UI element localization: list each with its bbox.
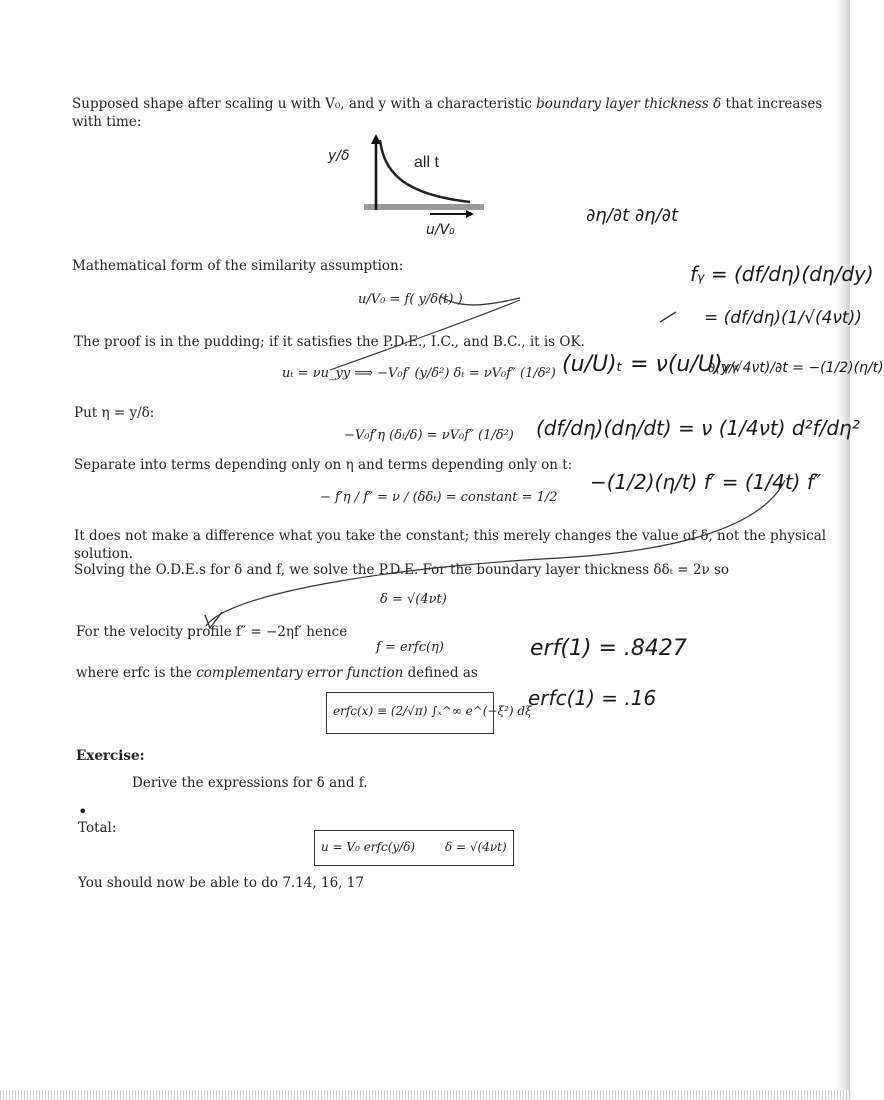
equation-erfc: erfc(x) ≡ (2/√π) ∫ₓ^∞ e^(−ξ²) dξ bbox=[333, 704, 532, 718]
pen-long-arrow bbox=[206, 480, 785, 626]
handwriting-erfc: erfc(1) = .16 bbox=[528, 686, 657, 710]
equation-separation: − f′η / f″ = ν / (δδₜ) = constant = 1/2 bbox=[320, 490, 558, 505]
equation-eta: −V₀f′η (δₜ/δ) = νV₀f″ (1/δ²) bbox=[344, 428, 514, 443]
handwriting-3: = (df/dη)(1/√(4νt)) bbox=[704, 308, 862, 328]
equation-delta: δ = √(4νt) bbox=[380, 592, 447, 607]
exercise-title: Exercise: bbox=[76, 748, 145, 764]
where-text: where erfc is the complementary error function defined as bbox=[76, 665, 478, 681]
solving-text: Solving the O.D.E.s for δ and f, we solve the P.D.E. For the boundary layer thickness δδₜ = 2ν so bbox=[74, 562, 730, 578]
separate-text: Separate into terms depending only on η and terms depending only on t: bbox=[74, 457, 573, 473]
equation-total-delta: δ = √(4νt) bbox=[445, 840, 507, 854]
handwriting-6: (df/dη)(dη/dt) = ν (1/4νt) d²f/dη² bbox=[536, 416, 860, 440]
handwriting-5: ∂(y/√4νt)/∂t = −(1/2)(η/t) bbox=[708, 360, 884, 376]
exercise-body: Derive the expressions for δ and f. bbox=[132, 775, 368, 791]
figure-label-y: y/δ bbox=[328, 148, 350, 164]
pen-stroke-1 bbox=[440, 296, 520, 305]
equation-total-u: u = V₀ erfc(y/δ) bbox=[321, 840, 416, 854]
bullet: • bbox=[78, 802, 88, 821]
velocity-text: For the velocity profile f″ = −2ηf′ hence bbox=[76, 624, 348, 640]
closing-text: You should now be able to do 7.14, 16, 17 bbox=[78, 875, 364, 891]
pen-stroke-2 bbox=[330, 300, 520, 370]
handwriting-1: ∂η/∂t ∂η/∂t bbox=[586, 205, 679, 226]
math-form-text: Mathematical form of the similarity assumption: bbox=[72, 258, 404, 274]
equation-f: f = erfc(η) bbox=[376, 640, 444, 655]
handwriting-2: fᵧ = (df/dη)(dη/dy) bbox=[690, 262, 874, 286]
proof-text: The proof is in the pudding; if it satisfies the P.D.E., I.C., and B.C., it is OK. bbox=[74, 334, 585, 350]
no-difference-line-2: solution. bbox=[74, 546, 133, 562]
handwriting-4: (u/U)ₜ = ν(u/U)ᵧᵧ bbox=[562, 352, 739, 377]
no-difference-line-1: It does not make a difference what you take the constant; this merely changes the value of δ, not the physical bbox=[74, 528, 827, 544]
put-eta-text: Put η = y/δ: bbox=[74, 405, 155, 421]
intro-line-2: with time: bbox=[72, 114, 142, 130]
pen-arrow bbox=[660, 312, 676, 322]
figure-label-all: all t bbox=[414, 154, 439, 171]
equation-pde: uₜ = νu_yy ⟹ −V₀f′ (y/δ²) δₜ = νV₀f″ (1/δ²) bbox=[282, 366, 556, 381]
handwriting-7: −(1/2)(η/t) f′ = (1/4t) f″ bbox=[590, 470, 822, 494]
total-label: Total: bbox=[78, 820, 117, 836]
figure-label-u: u/V₀ bbox=[426, 222, 455, 238]
intro-line-1: Supposed shape after scaling u with V₀, and y with a characteristic boundary layer thickness δ that increases bbox=[72, 96, 823, 112]
handwriting-erf: erf(1) = .8427 bbox=[530, 636, 687, 661]
pen-check bbox=[205, 612, 222, 628]
equation-similarity: u/V₀ = f( y/δ(t) ) bbox=[358, 292, 463, 307]
